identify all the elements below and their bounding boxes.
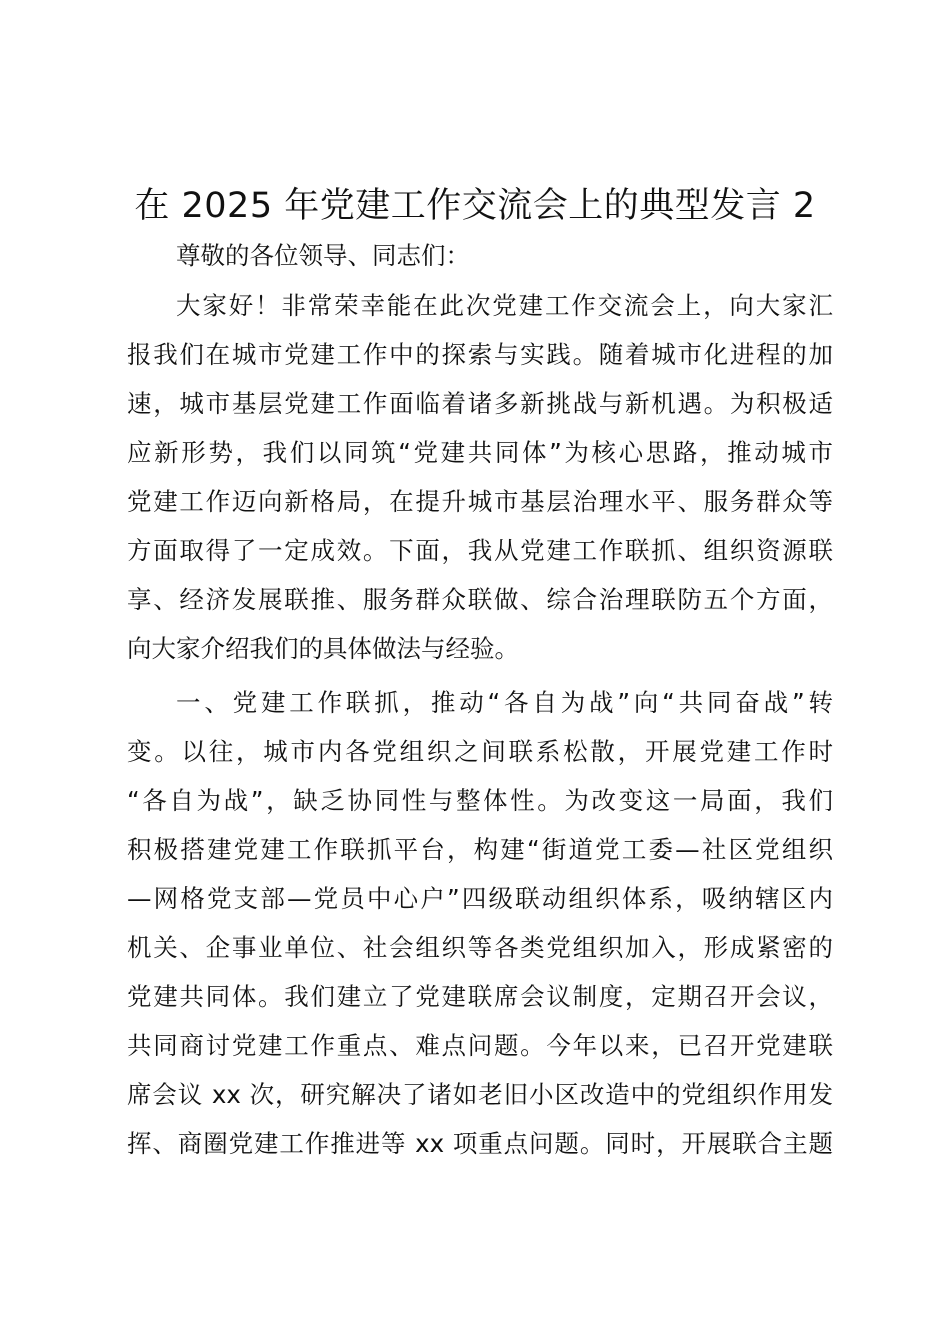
paragraph-1-line-6: 方面取得了一定成效。下面，我从党建工作联抓、组织资源联 [127, 536, 833, 565]
paragraph-2-line-3: “各自为战”，缺乏协同性与整体性。为改变这一局面，我们 [127, 786, 833, 815]
paragraph-1-line-4: 应新形势，我们以同筑“党建共同体”为核心思路，推动城市 [127, 438, 833, 467]
paragraph-2-line-8: 共同商讨党建工作重点、难点问题。今年以来，已召开党建联 [127, 1031, 833, 1060]
paragraph-1-line-7: 享、经济发展联推、服务群众联做、综合治理联防五个方面， [127, 585, 833, 614]
paragraph-1-line-8: 向大家介绍我们的具体做法与经验。 [127, 634, 519, 663]
paragraph-2-line-2: 变。以往，城市内各党组织之间联系松散，开展党建工作时 [127, 737, 833, 766]
paragraph-2-line-4: 积极搭建党建工作联抓平台，构建“街道党工委—社区党组织 [127, 835, 833, 864]
paragraph-1-line-5: 党建工作迈向新格局，在提升城市基层治理水平、服务群众等 [127, 487, 833, 516]
paragraph-1-line-1: 大家好！非常荣幸能在此次党建工作交流会上，向大家汇 [176, 291, 833, 320]
paragraph-2-line-10: 挥、商圈党建工作推进等 xx 项重点问题。同时，开展联合主题 [127, 1129, 833, 1158]
paragraph-1-line-2: 报我们在城市党建工作中的探索与实践。随着城市化进程的加 [127, 340, 833, 369]
paragraph-2-line-1: 一、党建工作联抓，推动“各自为战”向“共同奋战”转 [176, 688, 833, 717]
paragraph-2-line-5: —网格党支部—党员中心户”四级联动组织体系，吸纳辖区内 [127, 884, 833, 913]
paragraph-1-line-3: 速，城市基层党建工作面临着诸多新挑战与新机遇。为积极适 [127, 389, 833, 418]
document-title: 在 2025 年党建工作交流会上的典型发言 2 [134, 186, 816, 226]
paragraph-2-line-9: 席会议 xx 次，研究解决了诸如老旧小区改造中的党组织作用发 [127, 1080, 833, 1109]
greeting-line: 尊敬的各位领导、同志们： [176, 241, 470, 270]
paragraph-2-line-6: 机关、企事业单位、社会组织等各类党组织加入，形成紧密的 [127, 933, 833, 962]
paragraph-2-line-7: 党建共同体。我们建立了党建联席会议制度，定期召开会议， [127, 982, 833, 1011]
